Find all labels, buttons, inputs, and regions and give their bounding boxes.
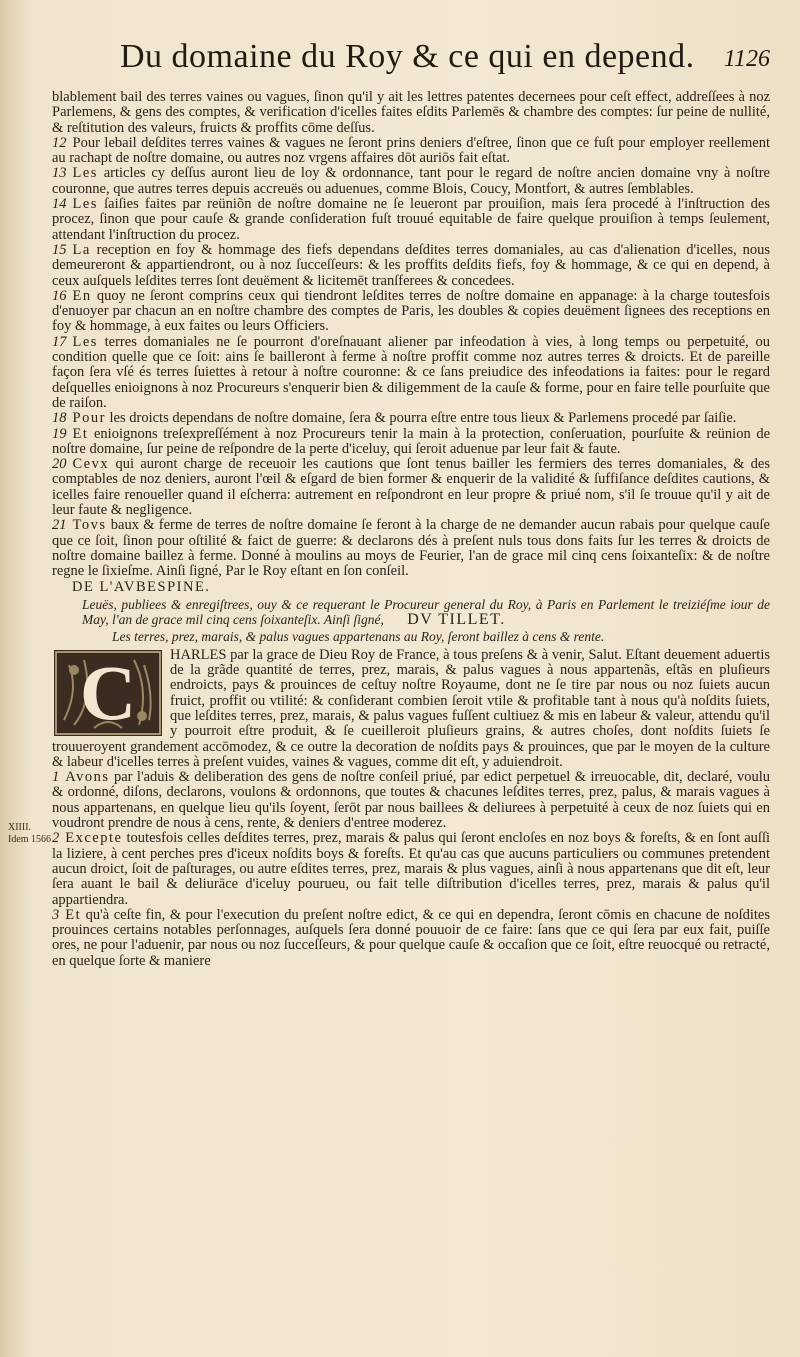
page-header [80,38,770,82]
article-paragraph [52,770,770,831]
article-text: les droicts dependans de noſtre domaine, ſera & pourra eſtre entre tous lieux & Parlemens procedé par ſaiſie. [109,410,737,427]
article-paragraph [52,90,770,136]
article-text: toutesfois celles deſdites terres, prez, marais & palus qui ſeront encloſes en noz boys & foreſts, & en ſont auſſi la liziere, à cent perches pres d'iceux noſdits boys & foreſts. Et qu'au cas que aucuns particuliers ou communes pretendent aucun droict, ſoit de paſturages, ou autre eſdites terres, prez, marais & plus vagues, ainſi à nous appartenans que dit eſt, leur ſera auant le bail & deliurāce d'iceluy pourueu, ou fait telle diſtribution d'icelles terres, prez, marais & palus qu'il appartiendra. [52,830,771,908]
article-text: ſaiſies faites par reüniõn de noſtre domaine ne ſe leueront par prouiſion, mais ſera procedé à l'inſtruction des procez, ſinon que pour cauſe & grande conſideration fuſt trouué equitable de faire quelque prouiſion à temps ſeulement, attendant l'inſtruction du procez. [52,196,771,243]
article-number: 18 [52,410,67,427]
article-lead-word: Et [65,906,82,923]
article-lead-word: Les [72,196,98,213]
decorated-initial [54,650,162,736]
article-number: 17 [52,333,67,350]
article-text: par l'aduis & deliberation des gens de noſtre conſeil priué, par edict perpetuel & irreuocable, dit, declaré, voulu & ordonné, diſons, declarons, voulons & ordonnons, que toutes & chacunes leſdites terres, prez, palus, & marais vagues à nous appartenans, en quelque lieu qu'ils ſoyent, ſerōt par nous baillees & deliurees à perpetuité à ceux de noz ſuiets qui en voudront prendre de nous à cens, rente, & deniers d'entree moderez. [52,769,771,832]
article-text: enioignons treſexpreſſément à noz Procureurs tenir la main à la protection, conſeruation, pourſuite & reünion de noſtre domaine, ſur peine de reſpondre de la perte d'iceluy, qui ſeroit aduenue par leur fait & faute. [52,425,770,457]
article-paragraph [52,908,770,969]
article-paragraph [52,411,770,426]
article-text: qu'à ceſte fin, & pour l'execution du preſent noſtre edict, & ce qui en dependra, ſeront cōmis en chacune de noſdites prouinces certains notables perſonnages, auſquels ſera donné pouuoir de ce faire: ſans que ce qui ſera par eux fait, puiſſe ores, ne pour l'aduenir, par nous ou noz ſucceſſeurs, & pour quelque cauſe & occaſion que ce ſoit, eſtre reuocqué ou retracté, en quelque ſorte & maniere [52,906,770,969]
article-number: 19 [52,425,67,442]
article-number: 2 [52,830,60,847]
section-title: Les terres, prez, marais, & palus vagues appartenans au Roy, ſeront baillez à cens & rente. [112,628,605,644]
initial-letter: C [79,649,137,736]
signature-aubespine: DE L'AVBESPINE. [72,578,211,595]
article-text: qui auront charge de receuoir les cautions que ſont tenus bailler les fermiers des terres domaniales, & des comptables de noz deniers, auront l'œil & eſgard de bien former & enquerir de la validité & ſuffiſance deſdites cautions, & icelles faire renoueller quand il eſcherra: autrement en reſpondront en leur propre & priué nom, s'il ſe trouue qu'il y ait de leur faute & negligence. [52,456,771,519]
articles-list [52,90,770,580]
article-lead-word: Les [72,165,98,182]
article-text: Pour lebail deſdites terres vaines & vagues ne ſeront prins deniers d'eſtree, ſinon que ce fuſt pour employer reellement au rachapt de noſtre domaine, ou autres noz vrgens affaires dōt auriōs fait eſtat. [52,134,770,167]
article-paragraph [52,457,770,518]
edict-articles [52,770,770,969]
article-paragraph [52,243,770,289]
article-lead-word: Avons [65,769,110,786]
edict-opening: HARLES par la grace de Dieu Roy de France, à tous preſens & à venir, Salut. Eſtant deuement aduertis de la grãde quantité de terres, prez, marais, & palus vagues à nous appartenãs, eſtãs en pluſieurs endroicts, pays & prouinces de ceſtuy noſtre Royaume, dont ne ſe tire par nous ou noz ſuiets aucun fruict, proffit ou vtilité: & conſiderant combien ſeroit vtile & profitable tant à nous qu'à noſdits ſuiets, que leſdites terres, prez, marais, & palus vagues fuſſent cultiuez & mis en labeur & valeur, attendu qu'il y pourroit eſtre produit, & ſe cueilleroit pluſieurs grains, & autres choſes, dont noſdits ſuiets ſe trouueroyent grandement accōmodez, & ce outre la decoration de noſdits pays & prouinces, que par le moyen de la culture & labeur d'icelles terres à preſent vuides, vaines & vagues, comme dit eſt, y aduiendroit. [52,646,770,770]
article-text: reception en foy & hommage des fiefs dependans deſdites terres domaniales, au cas d'alienation d'icelles, nous demeureront & appartiendront, ou à noz ſucceſſeurs: & les proffits deſdits fiefs, foy & hommage, & ce qui en depend, à ceux auſquels leſdites terres ſont deuëment & licitemēt tranſferees & concedees. [52,241,770,289]
article-lead-word: Cevx [72,456,110,473]
running-title: Du domaine du Roy & ce qui en depend. [120,38,695,75]
article-lead-word: Les [72,333,98,350]
signature-du-tillet: DV TILLET. [407,610,506,628]
article-lead-word: La [72,241,91,258]
article-number: 12 [52,134,67,151]
article-paragraph [52,166,770,197]
signature-line [52,580,770,595]
margin-note-date: Idem 1566 [8,834,52,845]
article-number: 1 [52,769,60,786]
article-number: 21 [52,517,67,534]
article-lead-word: Et [72,425,89,442]
article-paragraph [52,136,770,167]
article-text: baux & ferme de terres de noſtre domaine ſe feront à la charge de ne demander aucun rabais pour quelque cauſe que ce ſoit, ſinon pour oſtilité & faict de guerre: & declarons dés à preſent nuls tous dons faits ſur les terres & droicts de noſtre domaine baillez à ferme. Donné à moulins au moys de Feurier, l'an de grace mil cinq cens ſoixanteſix: & de noſtre regne le ſixieſme. Ainſi ſigné, Par le Roy eſtant en ſon conſeil. [52,517,770,580]
article-paragraph [52,289,770,335]
article-paragraph [52,518,770,579]
article-number: 15 [52,241,67,258]
article-text: blablement bail des terres vaines ou vagues, ſinon qu'il y ait les lettres patentes decernees pour ceſt effect, addreſſees à noz Parlemens, & gens des comptes, & verification d'icelles faites eſdits Parlemēs & chambre des comptes: ſur peine de nullité, & reſtitution des valeurs, fruicts & proffits cōme deſſus. [52,89,770,136]
article-lead-word: Tovs [72,517,107,534]
article-paragraph [52,831,770,907]
body-text [52,90,770,969]
article-text: quoy ne ſeront comprins ceux qui tiendront leſdites terres de noſtre domaine en appanage: à la charge toutesfois d'enuoyer par chacun an en noſtre chambre des comptes de Paris, les doubles & copies deuëment ſignees des receptions en foy & hommage, à eux faites ou leurs Officiers. [52,287,771,335]
article-paragraph [52,427,770,458]
article-number: 13 [52,165,67,182]
article-text: articles cy deſſus auront lieu de loy & ordonnance, tant pour le regard de noſtre ancien domaine vny à noſtre couronne, que autres terres depuis accreuës ou aduenues, comme Blois, Coucy, Montfort, & autres ſemblables. [52,165,770,197]
article-number: 16 [52,287,67,304]
margin-note [8,822,51,846]
article-lead-word: Excepte [65,830,123,847]
registration-note: Leuës, publiees & enregiſtrees, ouy & ce requerant le Procureur general du Roy, à Paris en Parlement le treiziéſme iour de May, l'an de grace mil cinq cens ſoixanteſix. Ainſi ſigné, DV TILLET. [82,596,770,628]
article-lead-word: En [72,287,92,304]
article-text: terres domaniales ne ſe pourront d'oreſnauant aliener par infeodation à vies, à long temps ou perpetuité, ou condition quelle que ce ſoit: ains ſe bailleront à ferme à noſtre proffit comme noz autres terres & droicts. Et de pareille façon ſera vſé és terres ſuiettes à retour à noſtre couronne: & ce ſans preiudice des infeodations ia faites: pour le regard deſquelles enioignons à noz Procureurs s'enquerir bien & diligemment de la cauſe & forme, pour en faire telle pourſuite que de raiſon. [52,333,770,411]
page-number: 1126 [723,46,770,72]
article-lead-word: Pour [72,410,106,427]
margin-note-number: XIIII. [8,822,32,833]
edict-preamble [52,648,770,770]
article-number: 20 [52,456,67,473]
article-number: 3 [52,906,60,923]
article-number: 14 [52,196,67,213]
article-paragraph [52,335,770,411]
article-paragraph [52,197,770,243]
